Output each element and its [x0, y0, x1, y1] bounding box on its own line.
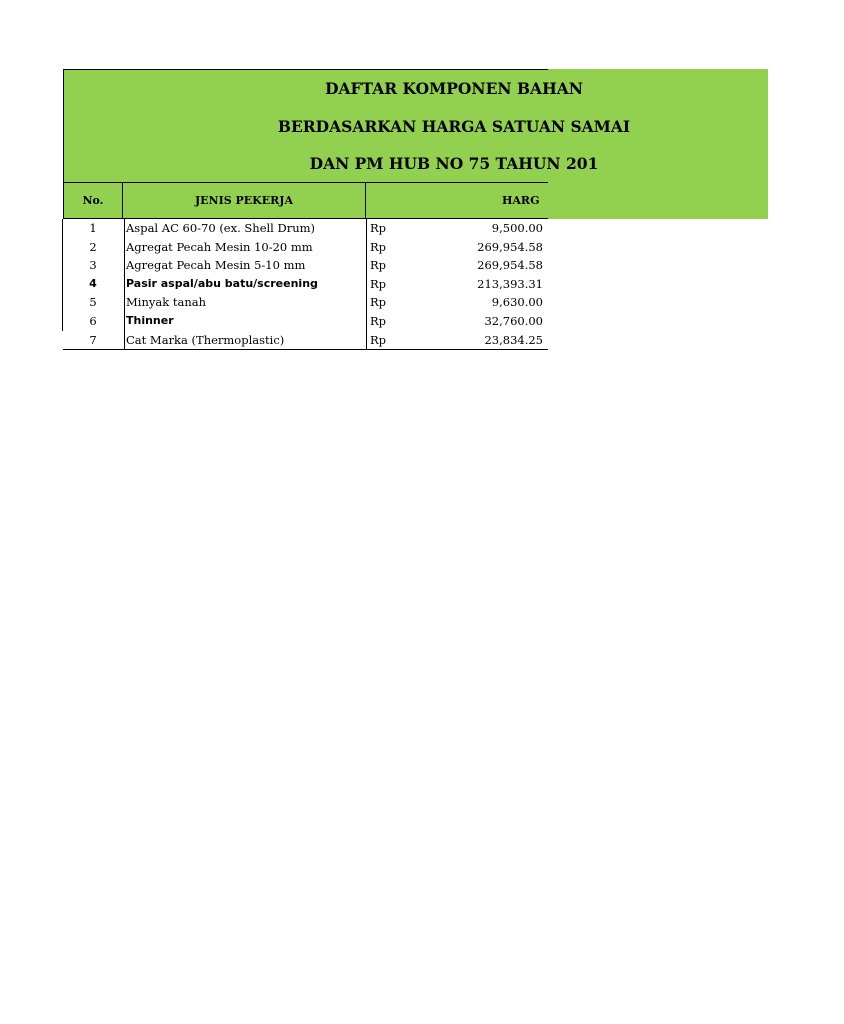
row-currency: Rp — [366, 312, 406, 331]
row-jenis: Agregat Pecah Mesin 5-10 mm — [124, 256, 366, 275]
row-no: 1 — [89, 221, 97, 235]
row-value: 32,760.00 — [484, 313, 543, 328]
row-value: 9,500.00 — [491, 221, 543, 235]
row-jenis: Aspal AC 60-70 (ex. Shell Drum) — [124, 219, 366, 238]
row-jenis: Cat Marka (Thermoplastic) — [124, 331, 366, 350]
table-row — [63, 219, 548, 238]
row-no: 6 — [89, 313, 97, 328]
row-value: 23,834.25 — [484, 332, 543, 347]
row-jenis: Pasir aspal/abu batu/screening — [124, 275, 366, 294]
row-currency: Rp — [366, 219, 406, 238]
row-currency: Rp — [366, 275, 406, 294]
row-value: 269,954.58 — [477, 239, 543, 254]
row-currency: Rp — [366, 238, 406, 257]
table-title-block — [63, 69, 631, 182]
row-no: 4 — [89, 276, 97, 290]
table-row — [63, 275, 548, 294]
row-jenis: Thinner — [124, 312, 366, 331]
row-jenis: Minyak tanah — [124, 293, 366, 312]
row-no: 3 — [89, 258, 97, 273]
table-row — [63, 238, 548, 257]
row-value: 269,954.58 — [477, 258, 543, 273]
row-currency: Rp — [366, 293, 406, 312]
row-jenis: Agregat Pecah Mesin 10-20 mm — [124, 238, 366, 257]
column-header-jenis: JENIS PEKERJA — [123, 182, 366, 219]
table-row — [63, 293, 548, 312]
row-no: 2 — [89, 239, 97, 254]
row-currency: Rp — [366, 256, 406, 275]
table-row — [63, 312, 548, 331]
row-no: 5 — [89, 295, 97, 310]
table-row — [63, 331, 548, 350]
table-row — [63, 256, 548, 275]
column-header-no: No. — [63, 182, 123, 219]
row-value: 213,393.31 — [477, 276, 543, 291]
column-header-harga — [366, 182, 548, 219]
table-body — [63, 219, 548, 349]
title-line-3: DAN PM HUB NO 75 TAHUN 201 — [309, 154, 599, 173]
title-line-2: BERDASARKAN HARGA SATUAN SAMAI — [277, 117, 631, 136]
table-bottom-border — [63, 349, 548, 350]
column-header-harga-label: HARG — [502, 194, 540, 207]
row-value: 9,630.00 — [491, 295, 543, 310]
title-line-1: DAFTAR KOMPONEN BAHAN — [325, 79, 583, 98]
row-no: 7 — [89, 332, 97, 347]
row-currency: Rp — [366, 331, 406, 350]
spreadsheet-table — [63, 69, 631, 351]
